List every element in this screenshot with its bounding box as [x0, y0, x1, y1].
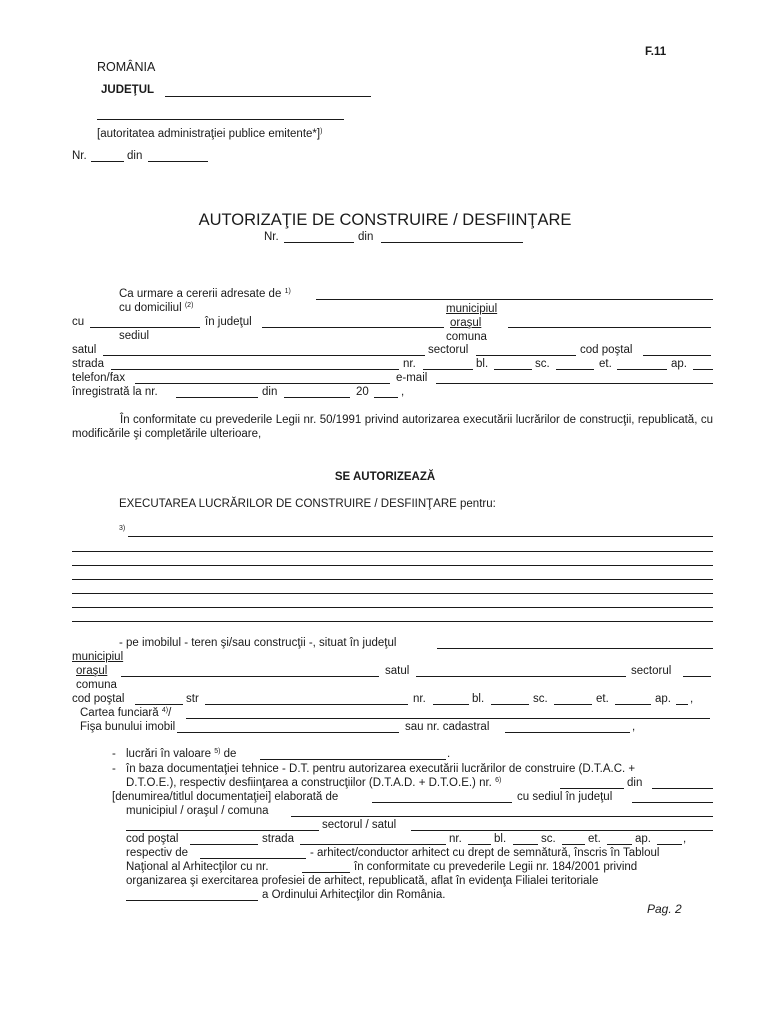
title-nr-field[interactable]: [284, 242, 354, 243]
cadastral-suffix: ,: [632, 721, 636, 733]
doc-sc-label: sc.: [541, 833, 556, 845]
property-street-field[interactable]: [205, 704, 408, 705]
reg-from-label: din: [127, 150, 143, 162]
municipality-option[interactable]: municipiul: [446, 303, 498, 315]
works-note: 3): [119, 525, 126, 532]
page-number: Pag. 2: [647, 902, 682, 916]
branch-field[interactable]: [126, 900, 258, 901]
authority-note: [autoritatea administraţiei publice emitente*]): [97, 128, 323, 140]
county-field[interactable]: [165, 96, 371, 97]
applicant-locality-field[interactable]: [508, 327, 711, 328]
property-sc-field[interactable]: [554, 704, 592, 705]
doc-bl-field[interactable]: [513, 844, 538, 845]
doc-seat-label: cu sediul în judeţul: [517, 791, 613, 803]
email-label: e-mail: [396, 372, 428, 384]
applicant-street-field[interactable]: [111, 369, 399, 370]
document-title: AUTORIZAŢIE DE CONSTRUIRE / DESFIINŢARE: [198, 211, 572, 229]
year-suffix: ,: [401, 386, 405, 398]
doc-nr-field[interactable]: [560, 788, 624, 789]
applicant-email-field[interactable]: [436, 383, 713, 384]
sector-label: sectorul: [428, 344, 469, 356]
property-sc-label: sc.: [533, 693, 548, 705]
registered-nr-field[interactable]: [176, 397, 258, 398]
locality-field-1[interactable]: [291, 816, 713, 817]
property-nr-field[interactable]: [433, 704, 469, 705]
doc-line-2: D.T.O.E.), respectiv desfiinţarea a construcţiilor (D.T.A.D. + D.T.O.E.) nr. $^{6)}$: [126, 777, 502, 789]
works-line-1[interactable]: [128, 536, 713, 537]
registered-year-field[interactable]: [374, 397, 398, 398]
property-sector-label: sectorul: [631, 665, 672, 677]
phone-label: telefon/fax: [72, 372, 126, 384]
town-option[interactable]: oraşul: [450, 317, 482, 329]
domicile-label: cu domiciliul $^{(2)}$: [119, 302, 194, 314]
bullet-2: -: [112, 763, 116, 775]
property-et-label: et.: [596, 693, 609, 705]
property-village-label: satul: [385, 665, 410, 677]
seat-label: sediul: [119, 330, 150, 342]
doc-title-label: [denumirea/titlul documentaţiei] elaborată de: [112, 791, 339, 803]
applicant-ap-field[interactable]: [693, 369, 713, 370]
registered-from-label: din: [262, 386, 278, 398]
property-location-label: - pe imobilul - teren şi/sau construcţii -, situat în judeţul: [119, 637, 397, 649]
value-field[interactable]: [260, 759, 446, 760]
doc-line-1: în baza documentaţiei tehnice - D.T. pentru autorizarea executării lucrărilor de construire (D.T.A.C. +: [126, 763, 636, 775]
property-sector-field[interactable]: [683, 676, 711, 677]
applicant-name-field[interactable]: [316, 299, 713, 300]
works-line-4[interactable]: [72, 579, 713, 580]
applicant-village-field[interactable]: [103, 355, 425, 356]
year-prefix: 20: [356, 386, 369, 398]
ap-label: ap.: [671, 358, 687, 370]
works-line-6[interactable]: [72, 607, 713, 608]
property-town-option[interactable]: oraşul: [76, 665, 108, 677]
property-ap-suffix: ,: [690, 693, 694, 705]
locality-field-2[interactable]: [126, 830, 319, 831]
applicant-county-field[interactable]: [262, 327, 444, 328]
value-dot: .: [447, 748, 451, 760]
property-county-field[interactable]: [437, 648, 713, 649]
locality-label: municipiul / oraşul / comuna: [126, 805, 269, 817]
architect-nr-field[interactable]: [302, 872, 350, 873]
architect-name-field[interactable]: [200, 858, 306, 859]
reg-nr-label: Nr.: [72, 150, 87, 162]
nr-label: nr.: [403, 358, 416, 370]
title-nr-label: Nr.: [264, 231, 279, 243]
doc-street-label: strada: [262, 833, 294, 845]
organization-text: organizarea şi exercitarea profesiei de arhitect, republicată, aflat în evidenţa Filialei teritoriale: [126, 875, 599, 887]
et-label: et.: [599, 358, 612, 370]
applicant-sector-field[interactable]: [476, 355, 576, 356]
property-village-field[interactable]: [416, 676, 626, 677]
doc-ap-label: ap.: [635, 833, 651, 845]
property-locality-field[interactable]: [121, 676, 379, 677]
property-ap-label: ap.: [655, 693, 671, 705]
property-bl-field[interactable]: [491, 704, 529, 705]
doc-street-field[interactable]: [300, 844, 446, 845]
national-text-a: Naţional al Arhitecţilor cu nr.: [126, 861, 269, 873]
property-postal-label: cod poştal: [72, 693, 125, 705]
title-date-field[interactable]: [381, 242, 523, 243]
doc-date-field[interactable]: [652, 788, 713, 789]
authorize-heading: SE AUTORIZEAZĂ: [334, 471, 436, 483]
national-text-b: în conformitate cu prevederile Legii nr. 184/2001 privind: [354, 861, 638, 873]
doc-from-label: din: [627, 777, 643, 789]
applicant-county-label: în judeţul: [205, 316, 252, 328]
village-label: satul: [72, 344, 97, 356]
sector-village-field[interactable]: [411, 830, 713, 831]
property-postal-field[interactable]: [135, 704, 183, 705]
property-sheet-label: Fişa bunului imobil: [80, 721, 176, 733]
order-text: a Ordinului Arhitecţilor din România.: [262, 889, 446, 901]
applicant-phone-field[interactable]: [135, 383, 390, 384]
legal-paragraph: În conformitate cu prevederile Legii nr. 50/1991 privind autorizarea executării lucrărilor de construcţii, republicată, cu modificările şi completările ulterioare,: [72, 414, 713, 440]
doc-postal-field[interactable]: [190, 844, 258, 845]
land-book-field[interactable]: [186, 718, 710, 719]
property-bl-label: bl.: [472, 693, 485, 705]
authority-field[interactable]: [97, 119, 344, 120]
value-label: lucrări în valoare $^{5)}$ de: [126, 748, 237, 760]
property-municipality-option[interactable]: municipiul: [72, 651, 124, 663]
works-line-3[interactable]: [72, 565, 713, 566]
county-label: JUDEŢUL: [101, 84, 155, 96]
doc-ap-field[interactable]: [657, 844, 682, 845]
request-label: Ca urmare a cererii adresate de $^{1)}$: [119, 288, 291, 300]
reg-date-field[interactable]: [148, 161, 208, 162]
title-from-label: din: [358, 231, 374, 243]
doc-nr-label: nr.: [449, 833, 462, 845]
applicant-postal-field[interactable]: [643, 355, 711, 356]
land-book-label: Cartea funciară $^{4)}$/: [80, 707, 172, 719]
works-label: EXECUTAREA LUCRĂRILOR DE CONSTRUIRE / DESFIINŢARE pentru:: [119, 498, 496, 510]
sc-label: sc.: [535, 358, 550, 370]
sector-village-label: sectorul / satul: [322, 819, 397, 831]
applicant-sc-field[interactable]: [556, 369, 594, 370]
architect-text: - arhitect/conductor arhitect cu drept de semnătură, înscris în Tabloul: [310, 847, 660, 859]
bl-label: bl.: [476, 358, 489, 370]
works-line-5[interactable]: [72, 593, 713, 594]
property-commune-option[interactable]: comuna: [76, 679, 117, 691]
doc-ap-suffix: ,: [683, 833, 687, 845]
country-label: ROMÂNIA: [97, 60, 156, 74]
reg-nr-field[interactable]: [91, 161, 124, 162]
applicant-nr-field[interactable]: [423, 369, 473, 370]
applicant-bl-field[interactable]: [494, 369, 532, 370]
property-nr-label: nr.: [413, 693, 426, 705]
applicant-et-field[interactable]: [617, 369, 667, 370]
property-street-label: str: [186, 693, 199, 705]
doc-nr-street-field[interactable]: [468, 844, 491, 845]
works-line-7[interactable]: [72, 621, 713, 622]
cadastral-field[interactable]: [505, 732, 630, 733]
doc-county-field[interactable]: [632, 802, 713, 803]
registered-date-field[interactable]: [284, 397, 350, 398]
cu-label: cu: [72, 316, 85, 328]
form-code: F.11: [645, 46, 667, 58]
doc-sc-field[interactable]: [562, 844, 585, 845]
applicant-address-field[interactable]: [90, 327, 200, 328]
doc-postal-label: cod poştal: [126, 833, 179, 845]
property-ap-field[interactable]: [676, 704, 688, 705]
works-line-2[interactable]: [72, 551, 713, 552]
doc-et-label: et.: [588, 833, 601, 845]
bullet-1: -: [112, 748, 116, 760]
postal-label: cod poştal: [580, 344, 633, 356]
cadastral-label: sau nr. cadastral: [405, 721, 490, 733]
registered-label: înregistrată la nr.: [72, 386, 158, 398]
property-et-field[interactable]: [615, 704, 651, 705]
respectively-label: respectiv de: [126, 847, 189, 859]
street-label: strada: [72, 358, 104, 370]
doc-bl-label: bl.: [494, 833, 507, 845]
commune-option[interactable]: comuna: [446, 331, 487, 343]
doc-author-field[interactable]: [372, 802, 512, 803]
property-sheet-field[interactable]: [177, 732, 399, 733]
doc-et-field[interactable]: [607, 844, 632, 845]
